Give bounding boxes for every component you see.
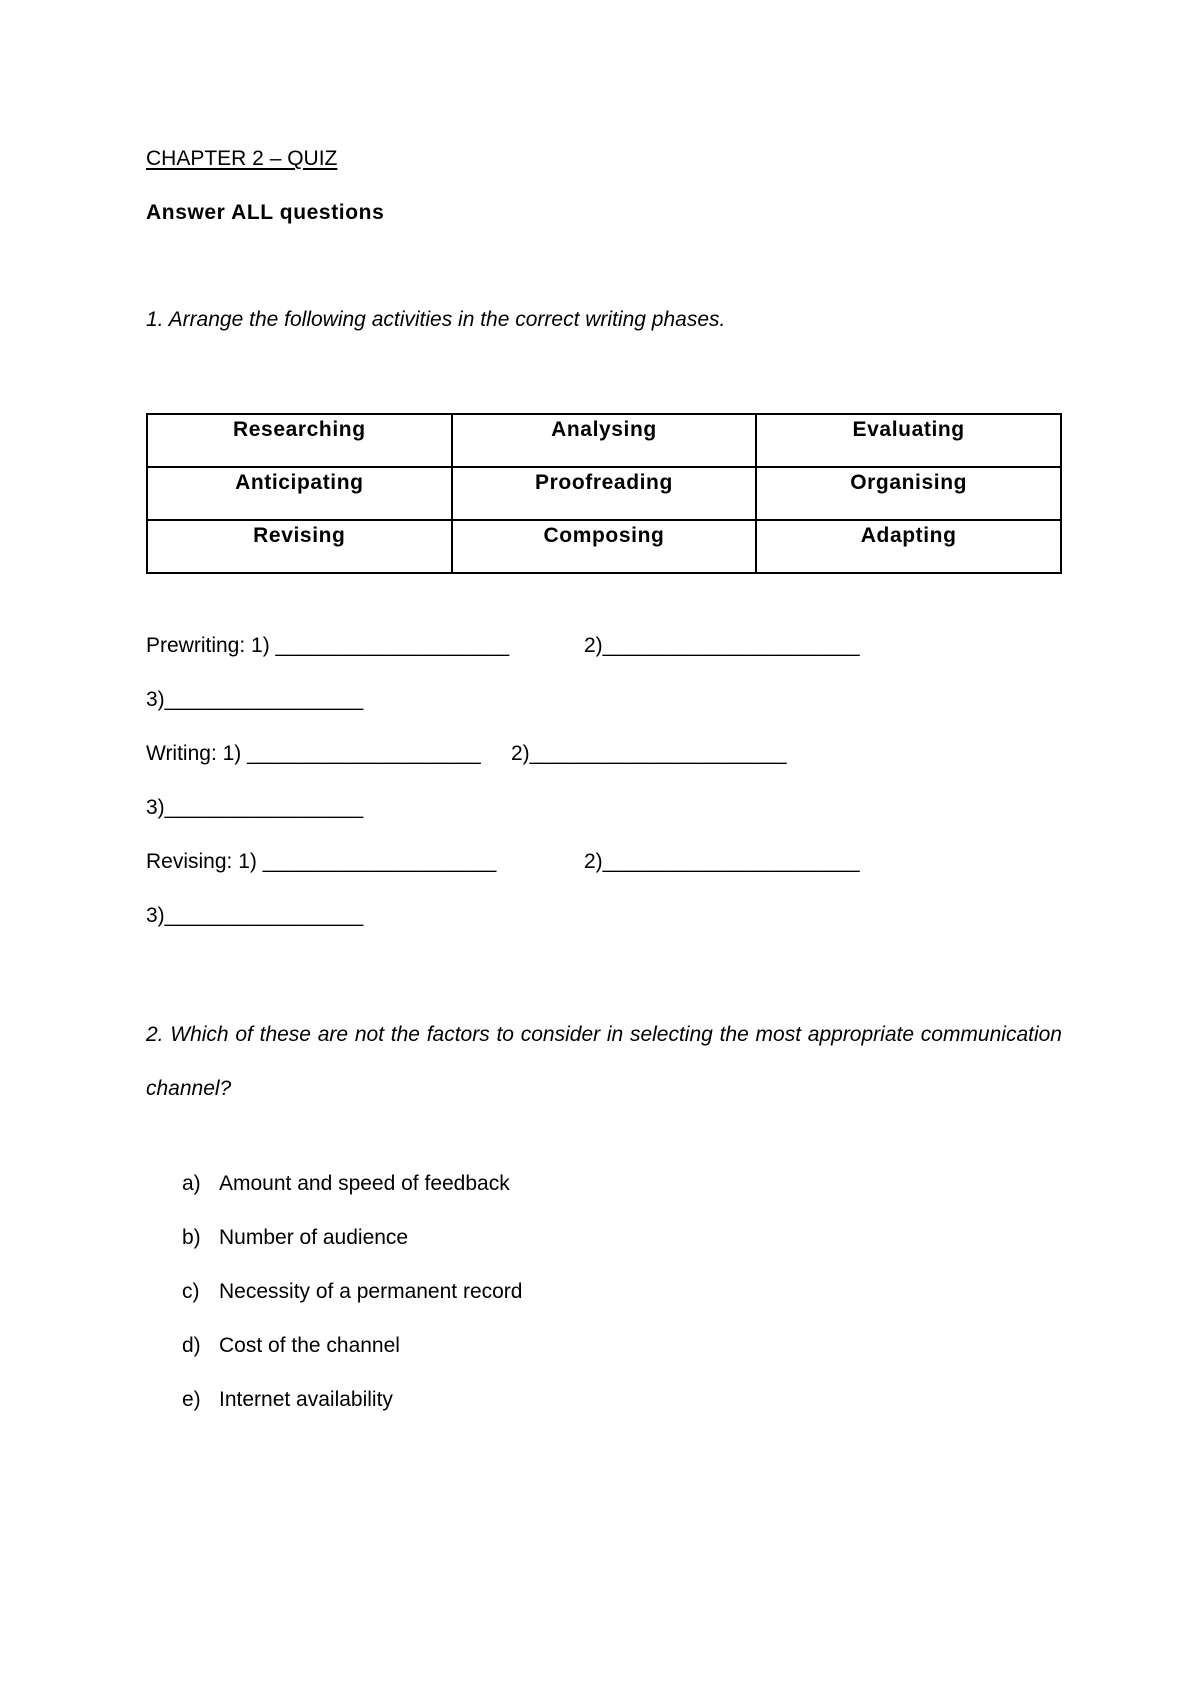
revising-blank-1[interactable]: Revising: 1) ____________________ — [146, 850, 497, 873]
table-cell — [756, 414, 1061, 467]
option-text: Amount and speed of feedback — [219, 1172, 510, 1195]
option-letter: d) — [182, 1334, 201, 1357]
revising-blank-2[interactable]: 2)______________________ — [584, 850, 860, 873]
cell-text: Composing — [543, 524, 665, 547]
option-letter: c) — [182, 1280, 200, 1303]
cell-text: Adapting — [860, 524, 957, 547]
writing-blank-1[interactable]: Writing: 1) ____________________ — [146, 742, 481, 765]
cell-text: Revising — [253, 524, 346, 547]
option-c[interactable] — [182, 1280, 522, 1304]
table-cell — [756, 467, 1061, 520]
cell-text: Researching — [233, 418, 366, 441]
table-cell — [452, 467, 757, 520]
question-2-text: 2. Which of these are not the factors to consider in selecting the most appropriate communication channel? — [146, 1023, 1062, 1100]
instruction-text: Answer ALL questions — [146, 201, 385, 224]
option-d[interactable] — [182, 1334, 400, 1358]
table-cell — [452, 520, 757, 573]
table-cell — [756, 520, 1061, 573]
table-cell — [147, 520, 452, 573]
cell-text: Organising — [850, 471, 968, 494]
option-a[interactable] — [182, 1172, 510, 1196]
cell-text: Anticipating — [235, 471, 364, 494]
prewriting-blank-3[interactable]: 3)_________________ — [146, 688, 364, 711]
table-row — [147, 520, 1061, 573]
option-letter: b) — [182, 1226, 201, 1249]
cell-text: Proofreading — [535, 471, 673, 494]
table-cell — [452, 414, 757, 467]
question-1-text: 1. Arrange the following activities in the correct writing phases. — [146, 308, 726, 331]
writing-blank-3[interactable]: 3)_________________ — [146, 796, 364, 819]
cell-text: Evaluating — [852, 418, 965, 441]
option-text: Necessity of a permanent record — [219, 1280, 523, 1303]
table-cell — [147, 414, 452, 467]
option-text: Cost of the channel — [219, 1334, 400, 1357]
cell-text: Analysing — [551, 418, 657, 441]
option-text: Internet availability — [219, 1388, 393, 1411]
table-cell — [147, 467, 452, 520]
option-e[interactable] — [182, 1388, 393, 1412]
prewriting-blank-2[interactable]: 2)______________________ — [584, 634, 860, 657]
option-text: Number of audience — [219, 1226, 409, 1249]
option-b[interactable] — [182, 1226, 408, 1250]
option-letter: a) — [182, 1172, 201, 1195]
table-row — [147, 467, 1061, 520]
prewriting-blank-1[interactable]: Prewriting: 1) ____________________ — [146, 634, 510, 657]
option-letter: e) — [182, 1388, 201, 1411]
page-title: CHAPTER 2 – QUIZ — [146, 147, 338, 170]
writing-blank-2[interactable]: 2)______________________ — [511, 742, 787, 765]
revising-blank-3[interactable]: 3)_________________ — [146, 904, 364, 927]
table-row — [147, 414, 1061, 467]
activities-table — [146, 413, 1062, 574]
